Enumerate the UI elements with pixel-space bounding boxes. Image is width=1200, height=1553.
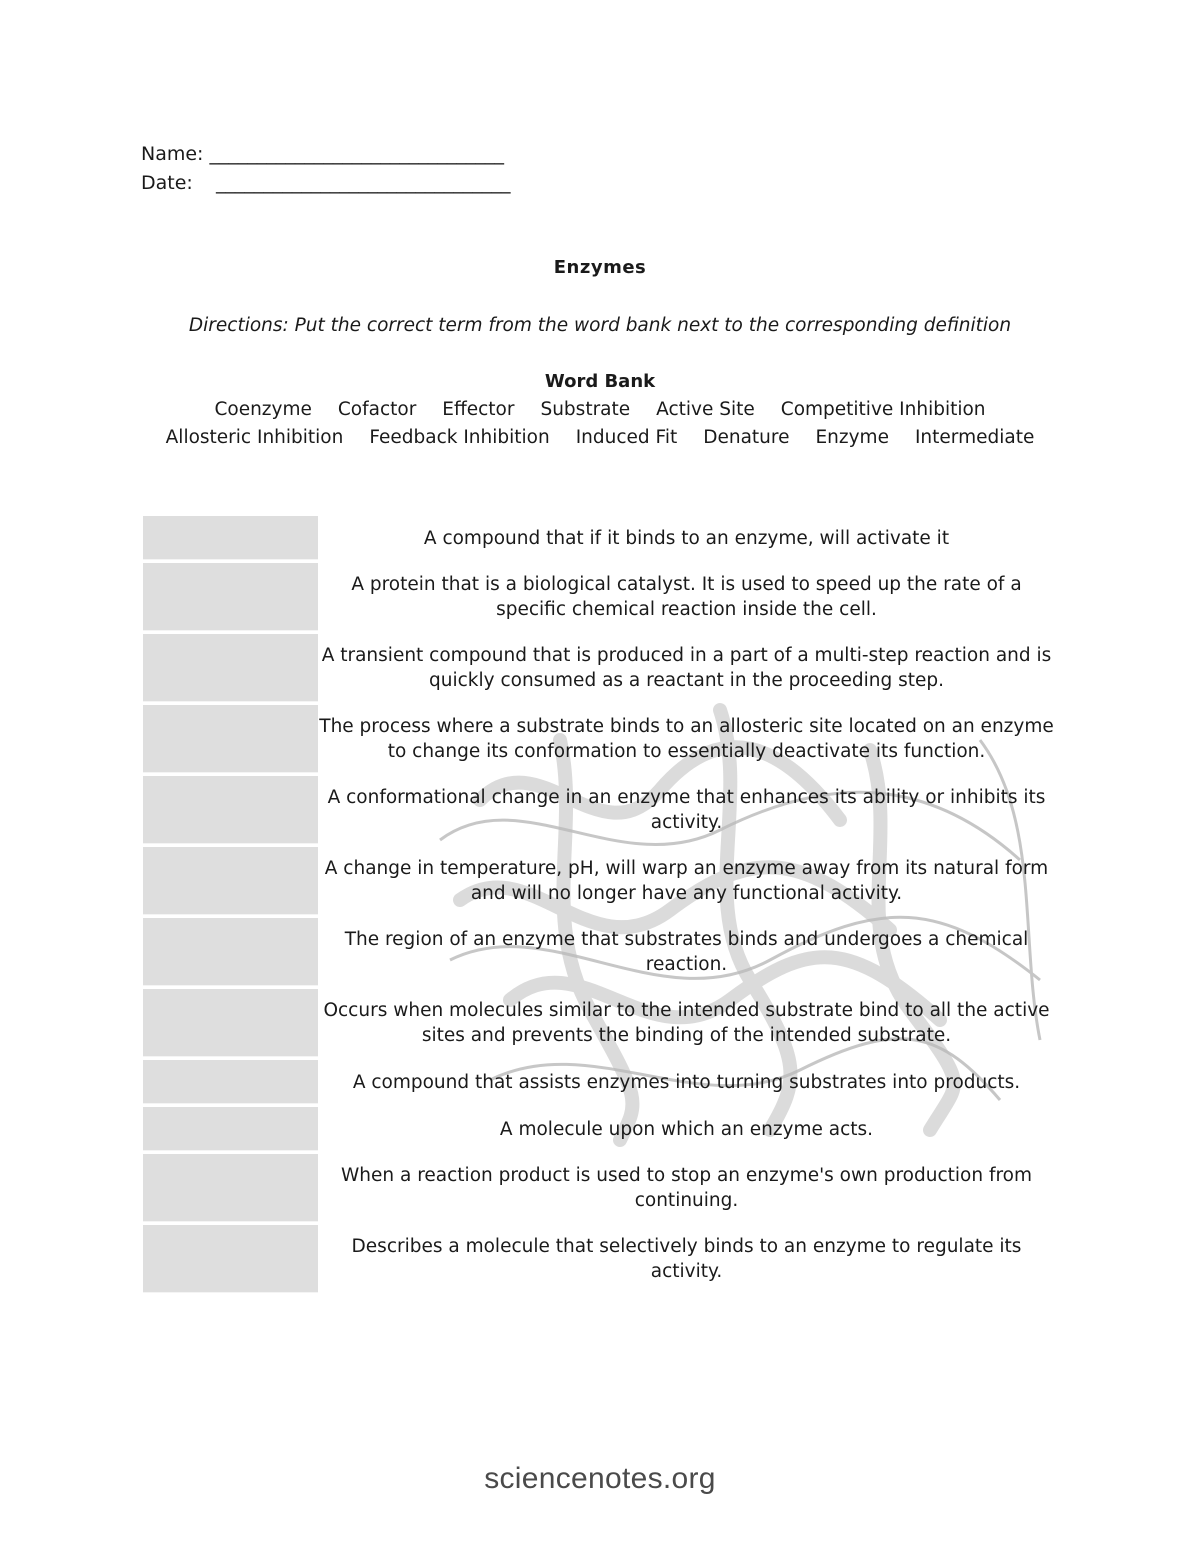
word-bank-row <box>0 399 1200 420</box>
word-bank-term: Substrate <box>540 399 631 420</box>
definition-text: A protein that is a biological catalyst. It is used to speed up the rate of a specific chemical reaction inside the cell. <box>351 574 1022 620</box>
definition-text: A compound that assists enzymes into turning substrates into products. <box>352 1071 1021 1093</box>
answer-box[interactable] <box>143 516 318 560</box>
definition-text: Occurs when molecules similar to the intended substrate bind to all the active sites and prevents the binding of the intended substrate. <box>323 1000 1050 1046</box>
answer-box[interactable] <box>143 705 318 773</box>
answer-box[interactable] <box>143 1154 318 1222</box>
word-bank-term: Allosteric Inhibition <box>165 427 344 448</box>
name-line <box>141 143 504 165</box>
word-bank-term: Feedback Inhibition <box>369 427 550 448</box>
word-bank-term: Active Site <box>656 399 755 420</box>
word-bank-row <box>0 427 1200 448</box>
definitions-table <box>143 513 1055 1296</box>
date-field[interactable]: _______________________________ <box>216 172 511 194</box>
definition-text: A change in temperature, pH, will warp an enzyme away from its natural form and will no longer have any functional activity. <box>324 858 1049 904</box>
directions-text: Directions: Put the correct term from the word bank next to the corresponding definition <box>188 315 1012 336</box>
word-bank-term: Enzyme <box>815 427 889 448</box>
table-row <box>143 1107 1055 1151</box>
definition-text: A conformational change in an enzyme that enhances its ability or inhibits its activity. <box>327 787 1046 833</box>
word-bank-term: Denature <box>703 427 790 448</box>
table-row <box>143 705 1055 773</box>
table-row <box>143 1225 1055 1293</box>
table-row <box>143 516 1055 560</box>
word-bank-term: Cofactor <box>337 399 417 420</box>
definition-text: When a reaction product is used to stop an enzyme's own production from continuing. <box>340 1165 1033 1211</box>
answer-box[interactable] <box>143 847 318 915</box>
answer-box[interactable] <box>143 1060 318 1104</box>
table-row <box>143 918 1055 986</box>
answer-box[interactable] <box>143 1225 318 1293</box>
word-bank-term: Effector <box>442 399 515 420</box>
answer-box[interactable] <box>143 918 318 986</box>
table-row <box>143 847 1055 915</box>
date-label: Date: <box>141 172 193 194</box>
answer-box[interactable] <box>143 634 318 702</box>
word-bank-term: Coenzyme <box>214 399 312 420</box>
answer-box[interactable] <box>143 1107 318 1151</box>
word-bank-title: Word Bank <box>544 371 656 392</box>
name-label: Name: <box>141 143 204 165</box>
table-row <box>143 1060 1055 1104</box>
table-row <box>143 563 1055 631</box>
word-bank-term: Intermediate <box>914 427 1035 448</box>
table-row <box>143 989 1055 1057</box>
name-field[interactable]: _______________________________ <box>209 143 505 165</box>
definition-text: A transient compound that is produced in a part of a multi-step reaction and is quickly consumed as a reactant in the proceeding step. <box>321 645 1052 691</box>
table-row <box>143 634 1055 702</box>
definition-text: The region of an enzyme that substrates binds and undergoes a chemical reaction. <box>344 929 1029 975</box>
definition-text: A compound that if it binds to an enzyme, will activate it <box>423 527 950 549</box>
definition-text: The process where a substrate binds to an allosteric site located on an enzyme to change its conformation to essentially deactivate its function. <box>319 716 1054 762</box>
table-row <box>143 776 1055 844</box>
word-bank-term: Competitive Inhibition <box>780 399 986 420</box>
answer-box[interactable] <box>143 776 318 844</box>
date-line <box>141 172 511 194</box>
table-row <box>143 1154 1055 1222</box>
definition-text: Describes a molecule that selectively binds to an enzyme to regulate its activity. <box>351 1236 1022 1282</box>
answer-box[interactable] <box>143 989 318 1057</box>
word-bank-term: Induced Fit <box>575 427 678 448</box>
page-title: Enzymes <box>553 257 647 278</box>
definition-text: A molecule upon which an enzyme acts. <box>499 1118 874 1140</box>
site-footer-logo: sciencenotes.org <box>484 1462 716 1495</box>
answer-box[interactable] <box>143 563 318 631</box>
